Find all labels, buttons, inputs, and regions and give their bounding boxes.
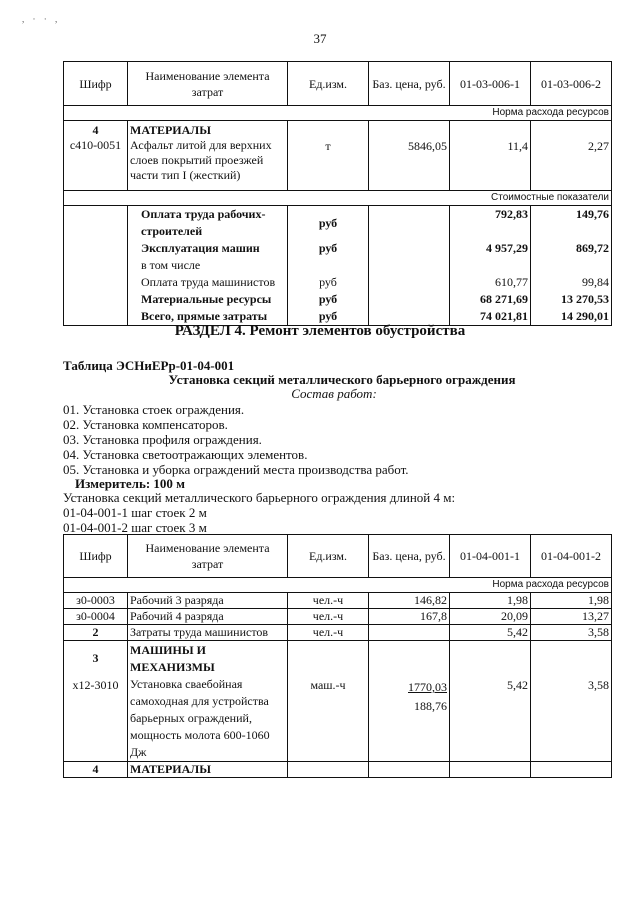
cost-label: Эксплуатация машин bbox=[128, 240, 288, 257]
band-norm-label: Норма расхода ресурсов bbox=[64, 106, 612, 121]
resource-unit: чел.-ч bbox=[288, 625, 369, 641]
resource-price: 1770,03 bbox=[408, 680, 447, 694]
cost-value-col2 bbox=[531, 257, 612, 274]
header-col1: 01-03-006-1 bbox=[450, 62, 531, 106]
table-row bbox=[64, 609, 612, 625]
header-name: Наименование элемента затрат bbox=[128, 535, 288, 578]
resource-name: Рабочий 4 разряда bbox=[128, 609, 288, 625]
variant-line: 01-04-001-2 шаг стоек 3 м bbox=[63, 520, 207, 535]
table-header-row bbox=[64, 535, 612, 578]
cost-value-col1: 68 271,69 bbox=[450, 291, 531, 308]
resource-name: Затраты труда машинистов bbox=[128, 625, 288, 641]
section-heading: МАШИНЫ И МЕХАНИЗМЫ bbox=[130, 643, 215, 674]
work-item: 03. Установка профиля ограждения. bbox=[63, 432, 262, 447]
cost-label: Материальные ресурсы bbox=[128, 291, 288, 308]
work-item: 04. Установка светоотражающих элементов. bbox=[63, 447, 308, 462]
resource-value-col1: 5,42 bbox=[450, 625, 531, 641]
composition-heading: Состав работ: bbox=[291, 386, 377, 401]
header-col2: 01-04-001-2 bbox=[531, 535, 612, 578]
resource-price: 5846,05 bbox=[369, 121, 450, 191]
cost-value-col2: 869,72 bbox=[531, 240, 612, 257]
cost-value-col1: 792,83 bbox=[450, 206, 531, 241]
work-item: 05. Установка и уборка ограждений места производства работ. bbox=[63, 462, 409, 477]
resource-unit: маш.-ч bbox=[288, 641, 369, 762]
resource-value-col1: 1,98 bbox=[450, 593, 531, 609]
description: Установка секций металлического барьерного ограждения длиной 4 м: bbox=[63, 490, 456, 505]
resource-code: з0-0004 bbox=[64, 609, 128, 625]
cost-label: в том числе bbox=[128, 257, 288, 274]
resource-price-secondary: 188,76 bbox=[414, 699, 447, 713]
header-col1: 01-04-001-1 bbox=[450, 535, 531, 578]
machines-row bbox=[64, 641, 612, 762]
cost-value-col1: 74 021,81 bbox=[450, 308, 531, 326]
resource-value-col2: 3,58 bbox=[531, 641, 612, 762]
cost-label: Оплата труда машинистов bbox=[128, 274, 288, 291]
resource-value-col2: 3,58 bbox=[531, 625, 612, 641]
materials-row bbox=[64, 121, 612, 191]
measurer: Измеритель: 100 м bbox=[75, 476, 186, 491]
table-subtitle: Установка секций металлического барьерного ограждения bbox=[168, 372, 516, 387]
resource-name: Рабочий 3 разряда bbox=[128, 593, 288, 609]
band-norm-label: Норма расхода ресурсов bbox=[64, 578, 612, 593]
header-unit: Ед.изм. bbox=[288, 535, 369, 578]
resource-value-col1: 11,4 bbox=[450, 121, 531, 191]
resource-code: с410-0051 bbox=[69, 138, 122, 152]
section-number: 3 bbox=[92, 651, 99, 665]
cost-row bbox=[64, 257, 612, 274]
resource-value-col1: 20,09 bbox=[450, 609, 531, 625]
scan-speck: , · · , bbox=[22, 14, 61, 24]
cost-unit: руб bbox=[288, 206, 369, 241]
resource-value-col2: 2,27 bbox=[531, 121, 612, 191]
variant-line: 01-04-001-1 шаг стоек 2 м bbox=[63, 505, 207, 520]
band-row bbox=[64, 578, 612, 593]
resource-price: 167,8 bbox=[369, 609, 450, 625]
norms-table-01-03-006 bbox=[63, 61, 612, 326]
cost-label: Всего, прямые затраты bbox=[128, 308, 288, 326]
table-row bbox=[64, 593, 612, 609]
resource-code: х12-3010 bbox=[72, 678, 119, 692]
section-heading: МАТЕРИАЛЫ bbox=[128, 762, 288, 778]
table-header-row bbox=[64, 62, 612, 106]
cost-row bbox=[64, 274, 612, 291]
band-row bbox=[64, 106, 612, 121]
header-code: Шифр bbox=[64, 535, 128, 578]
section-title: РАЗДЕЛ 4. Ремонт элементов обустройства bbox=[174, 323, 466, 339]
resource-name: Асфальт литой для верхних слоев покрытий проезжей части тип I (жесткий) bbox=[130, 138, 272, 182]
table-title: Таблица ЭСНиЕРр-01-04-001 bbox=[63, 358, 235, 373]
resource-unit: чел.-ч bbox=[288, 609, 369, 625]
resource-price: 146,82 bbox=[369, 593, 450, 609]
section-number: 4 bbox=[64, 762, 128, 778]
cost-value-col1: 610,77 bbox=[450, 274, 531, 291]
table-row bbox=[64, 625, 612, 641]
resource-price bbox=[369, 625, 450, 641]
cost-row bbox=[64, 291, 612, 308]
cost-unit: руб bbox=[288, 240, 369, 257]
section-heading: МАТЕРИАЛЫ bbox=[130, 123, 211, 137]
cost-value-col2: 149,76 bbox=[531, 206, 612, 241]
band-row bbox=[64, 191, 612, 206]
work-item: 01. Установка стоек ограждения. bbox=[63, 402, 245, 417]
resource-unit: т bbox=[288, 121, 369, 191]
cost-unit: руб bbox=[288, 274, 369, 291]
header-name: Наименование элемента затрат bbox=[128, 62, 288, 106]
resource-value-col1: 5,42 bbox=[450, 641, 531, 762]
section-number: 4 bbox=[92, 123, 99, 137]
header-price: Баз. цена, руб. bbox=[369, 62, 450, 106]
resource-value-col2: 13,27 bbox=[531, 609, 612, 625]
work-item: 02. Установка компенсаторов. bbox=[63, 417, 228, 432]
header-code: Шифр bbox=[64, 62, 128, 106]
cost-row bbox=[64, 240, 612, 257]
cost-value-col2: 13 270,53 bbox=[531, 291, 612, 308]
cost-value-col1: 4 957,29 bbox=[450, 240, 531, 257]
header-unit: Ед.изм. bbox=[288, 62, 369, 106]
section-number: 2 bbox=[64, 625, 128, 641]
cost-unit: руб bbox=[288, 291, 369, 308]
resource-value-col2: 1,98 bbox=[531, 593, 612, 609]
resource-unit: чел.-ч bbox=[288, 593, 369, 609]
cost-value-col1 bbox=[450, 257, 531, 274]
resource-name: Установка сваебойная самоходная для устройства барьерных ограждений, мощность молота 600-1060 Дж bbox=[130, 677, 270, 759]
header-col2: 01-03-006-2 bbox=[531, 62, 612, 106]
page-number: 37 bbox=[313, 31, 327, 46]
header-price: Баз. цена, руб. bbox=[369, 535, 450, 578]
resource-code: з0-0003 bbox=[64, 593, 128, 609]
cost-label: Оплата труда рабочих-строителей bbox=[128, 206, 288, 241]
norms-table-01-04-001 bbox=[63, 534, 612, 778]
band-cost-label: Стоимостные показатели bbox=[64, 191, 612, 206]
cost-row bbox=[64, 206, 612, 241]
materials-row bbox=[64, 762, 612, 778]
cost-unit: руб bbox=[288, 308, 369, 326]
cost-unit bbox=[288, 257, 369, 274]
cost-value-col2: 14 290,01 bbox=[531, 308, 612, 326]
cost-value-col2: 99,84 bbox=[531, 274, 612, 291]
